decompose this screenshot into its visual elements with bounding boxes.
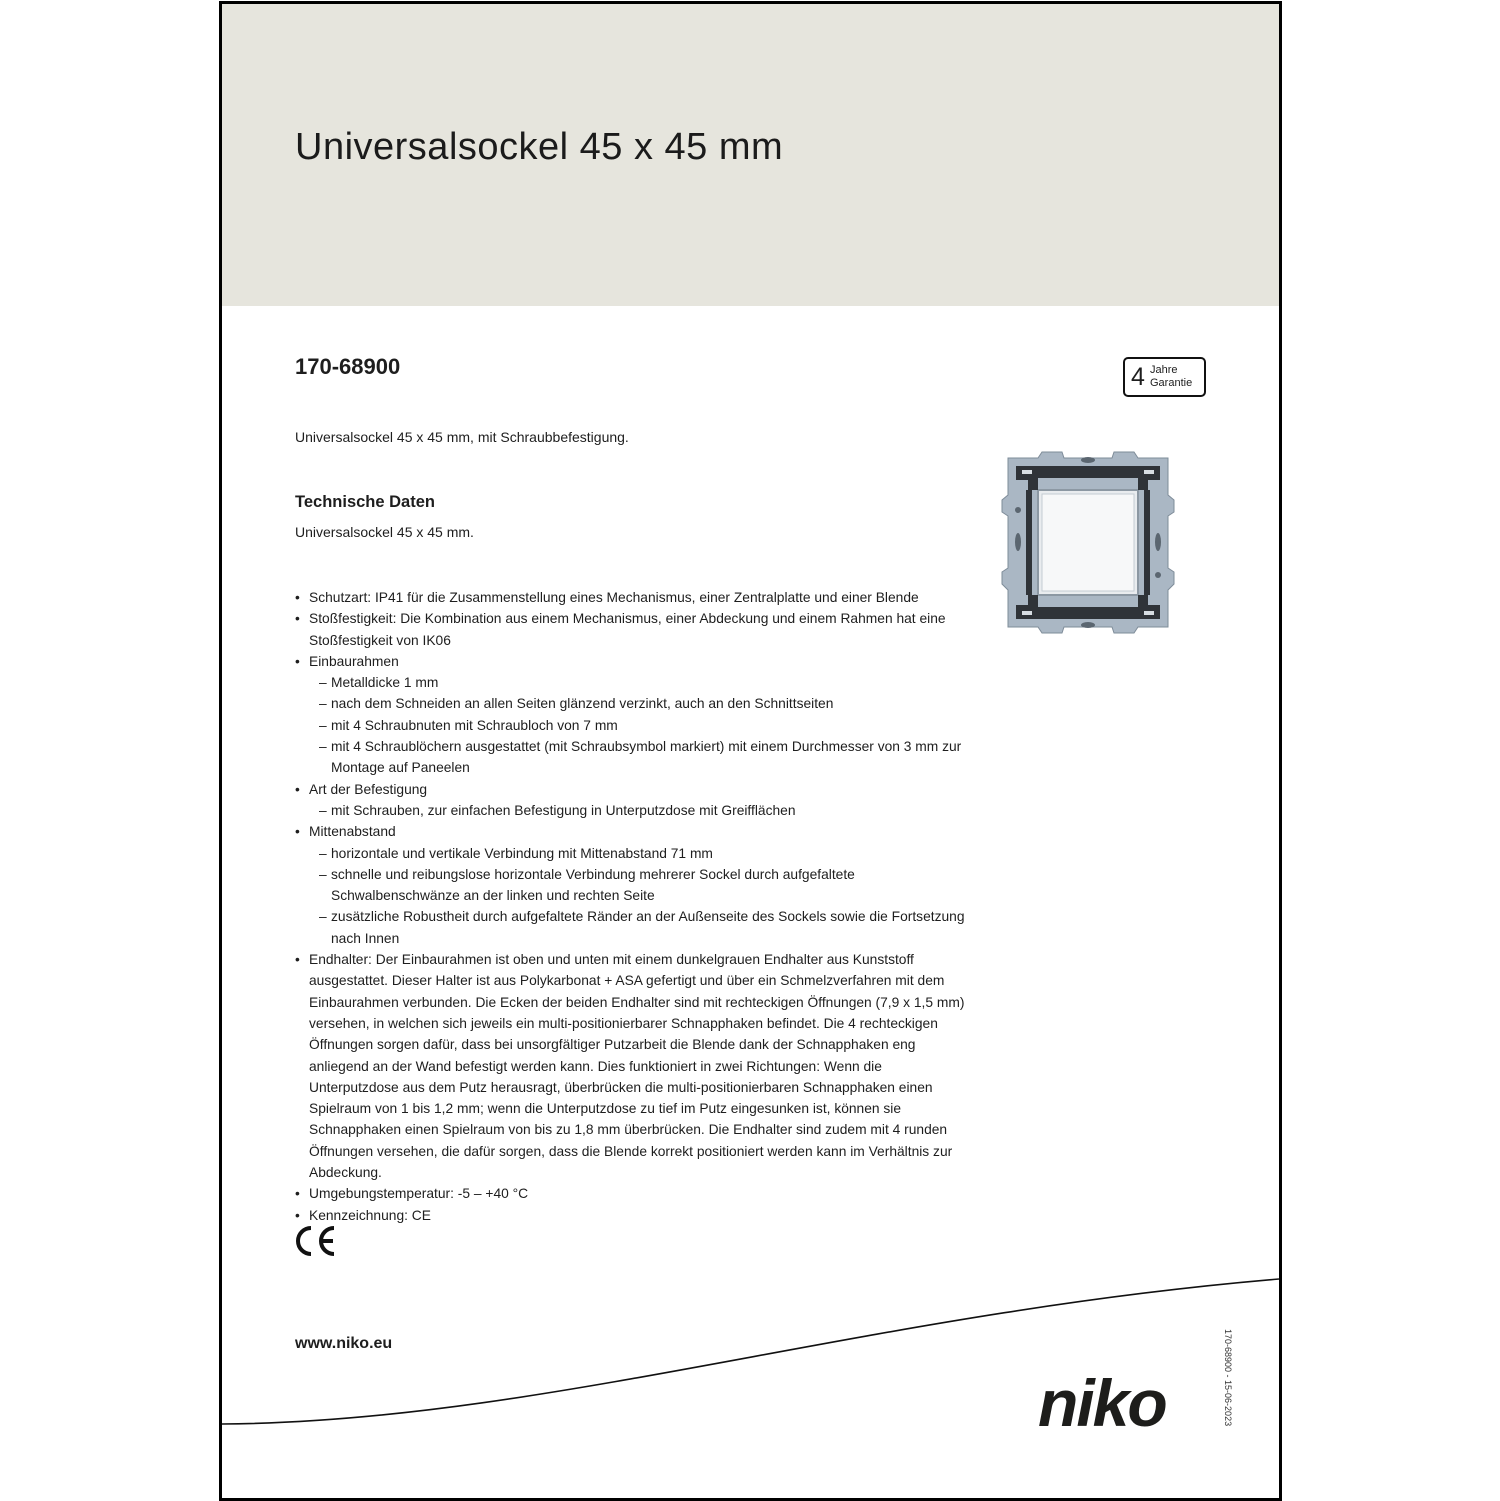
spec-item-text: Einbaurahmen <box>309 653 399 669</box>
spec-item <box>295 608 975 651</box>
spec-sub-item: – schnelle und reibungslose horizontale Verbindung mehrerer Sockel durch aufgefaltete Schwalbenschwänze an der linken und rechten Seite <box>309 864 975 907</box>
spec-sub-item: – zusätzliche Robustheit durch aufgefaltete Ränder an der Außenseite des Sockels sowie die Fortsetzung nach Innen <box>309 906 975 949</box>
spec-item-text: Stoßfestigkeit: Die Kombination aus einem Mechanismus, einer Abdeckung und einem Rahmen hat eine Stoßfestigkeit von IK06 <box>309 611 946 648</box>
warranty-label-line2: Garantie <box>1150 377 1193 389</box>
warranty-badge <box>1123 357 1206 397</box>
niko-logo <box>1038 1374 1208 1434</box>
spec-sub-list <box>309 800 975 821</box>
spec-item-text: Umgebungstemperatur: -5 – +40 °C <box>309 1186 529 1202</box>
spec-sub-list <box>309 672 975 778</box>
warranty-label <box>1150 364 1192 390</box>
spec-sub-item: – horizontale und vertikale Verbindung mit Mittenabstand 71 mm <box>309 843 975 864</box>
spec-item-text: Art der Befestigung <box>309 781 428 797</box>
spec-item <box>295 779 975 822</box>
spec-sub-item: – mit 4 Schraubnuten mit Schraubloch von 7 mm <box>309 715 975 736</box>
ce-mark <box>294 1224 338 1258</box>
spec-item <box>295 1205 975 1226</box>
spec-list <box>295 587 975 1226</box>
spec-item <box>295 651 975 779</box>
spec-item <box>295 587 975 608</box>
article-number: 170-68900 <box>295 354 401 379</box>
warranty-label-line1: Jahre <box>1150 364 1178 376</box>
spec-sub-item: – mit Schrauben, zur einfachen Befestigung in Unterputzdose mit Greifflächen <box>309 800 975 821</box>
website-link[interactable]: www.niko.eu <box>295 1335 393 1352</box>
technical-data-heading: Technische Daten <box>295 493 435 511</box>
spec-item <box>295 1183 975 1204</box>
page-title: Universalsockel 45 x 45 mm <box>295 126 784 168</box>
spec-item-text: Kennzeichnung: CE <box>309 1207 431 1223</box>
svg-text:niko: niko <box>1038 1374 1166 1434</box>
document-code: 170-68900 - 15-06-2023 <box>1223 1329 1233 1427</box>
spec-item <box>295 821 975 949</box>
product-image <box>998 450 1178 635</box>
datasheet-page <box>219 1 1282 1501</box>
spec-sub-list <box>309 843 975 949</box>
spec-item-text: Mittenabstand <box>309 824 396 840</box>
spec-item-text: Endhalter: Der Einbaurahmen ist oben und unten mit einem dunkelgrauen Endhalter aus Kunststoff ausgestattet. Dieser Halter ist aus Polykarbonat + ASA gefertigt und über ein Schmelzverfahren mit dem Einbaurahmen verbunden. Die Ecken der beiden Endhalter sind mit rechteckigen Öffnungen (7,9 x 1,5 mm) versehen, in welchen sich jeweils ein multi-positionierbarer Schnapphaken befindet. Die 4 rechteckigen Öffnungen sorgen dafür, dass bei unsorgfältiger Putzarbeit die Blende dank der Schnapphaken eng anliegend an der Wand befestigt werden kann. Dies funktioniert in zwei Richtungen: Wenn die Unterputzdose aus dem Putz herausragt, überbrücken die multi-positionierbaren Schnapphaken einen Spielraum von 1 bis 1,2 mm; wenn die Unterputzdose zu tief im Putz eingesunken ist, können sie Schnapphaken einen Spielraum von bis zu 1,8 mm überbrücken. Die Endhalter sind zudem mit 4 runden Öffnungen versehen, die dafür sorgen, dass die Blende korrekt positioniert werden kann im Verhältnis zur Abdeckung. <box>309 952 965 1181</box>
spec-item <box>295 949 975 1183</box>
spec-sub-item: – Metalldicke 1 mm <box>309 672 975 693</box>
technical-data-subline: Universalsockel 45 x 45 mm. <box>295 524 474 540</box>
product-intro: Universalsockel 45 x 45 mm, mit Schraubbefestigung. <box>295 429 629 445</box>
spec-sub-item: – nach dem Schneiden an allen Seiten glänzend verzinkt, auch an den Schnittseiten <box>309 693 975 714</box>
spec-item-text: Schutzart: IP41 für die Zusammenstellung eines Mechanismus, einer Zentralplatte und einer Blende <box>309 590 919 605</box>
warranty-years: 4 <box>1131 363 1145 391</box>
spec-sub-item: – mit 4 Schraublöchern ausgestattet (mit Schraubsymbol markiert) mit einem Durchmesser von 3 mm zur Montage auf Paneelen <box>309 736 975 779</box>
